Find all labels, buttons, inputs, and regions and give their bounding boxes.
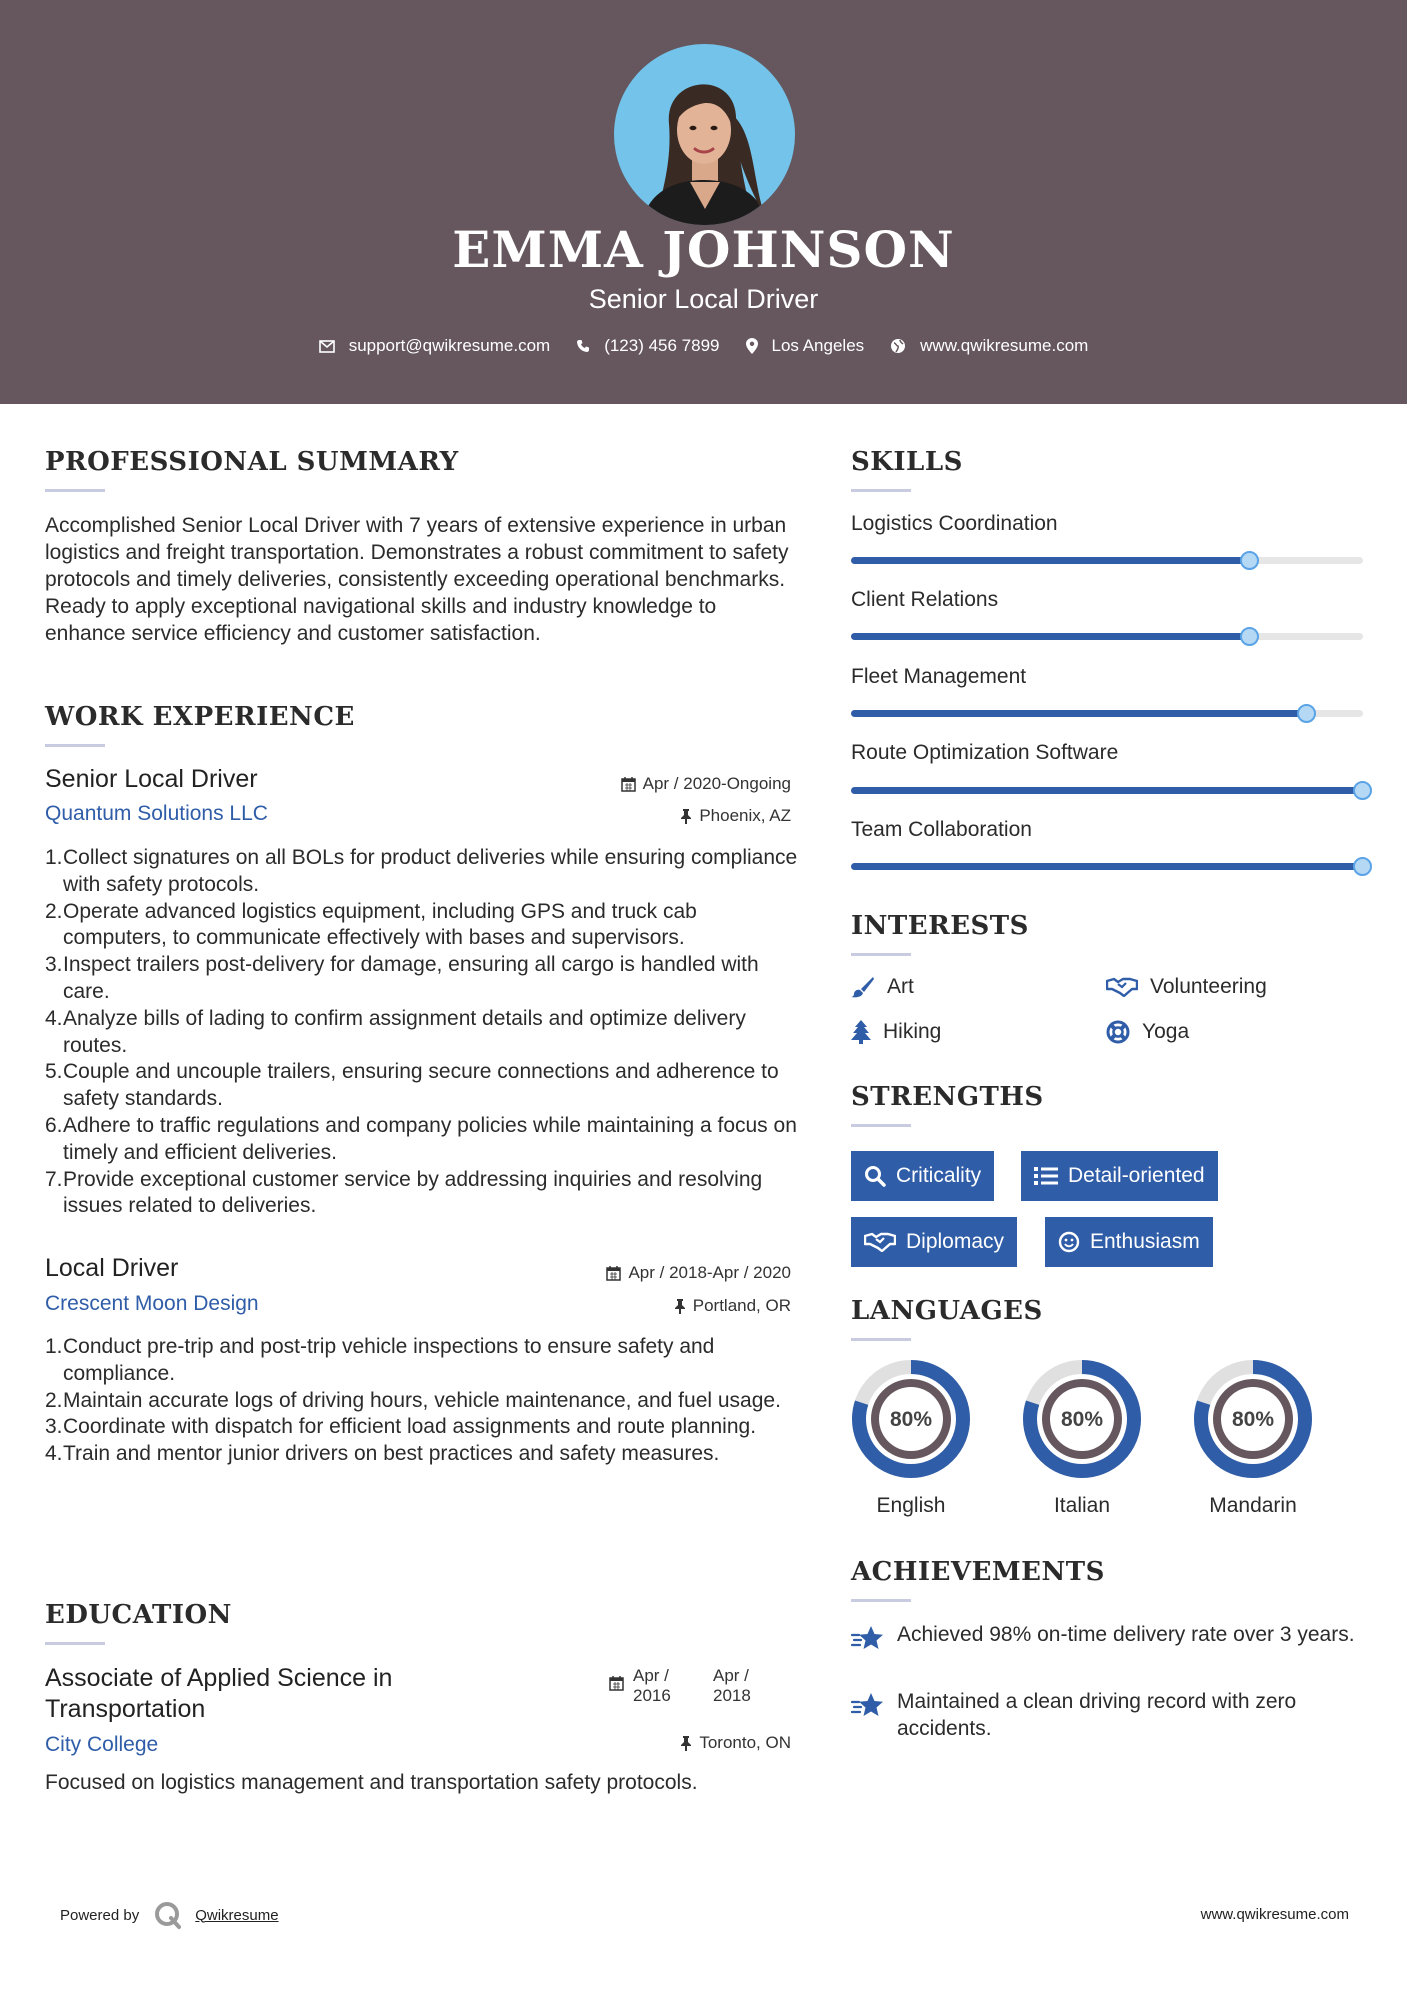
- language-percent: 80%: [889, 1408, 933, 1431]
- strength-badge: [851, 1217, 1017, 1267]
- education-degree: Associate of Applied Science in Transportation: [45, 1664, 393, 1723]
- job-company[interactable]: Quantum Solutions LLC: [45, 802, 268, 825]
- skill-name: Client Relations: [851, 588, 999, 611]
- skill-bar-fill: [851, 863, 1363, 870]
- interest-item: [1106, 975, 1267, 999]
- experience-divider: [45, 744, 105, 747]
- interests-heading: INTERESTS: [851, 911, 1029, 941]
- skill-bar-fill: [851, 633, 1250, 640]
- website-text: www.qwikresume.com: [920, 336, 1089, 355]
- location-text: Los Angeles: [771, 336, 865, 355]
- contact-website[interactable]: [890, 336, 1088, 356]
- summary-divider: [45, 489, 105, 492]
- strength-label: Diplomacy: [906, 1230, 1005, 1253]
- email-text: support@qwikresume.com: [348, 336, 551, 355]
- job-location: [680, 806, 791, 826]
- education-date-end: Apr / 2018: [713, 1666, 751, 1705]
- language-donut: [1192, 1358, 1314, 1480]
- pushpin-icon: [680, 809, 692, 824]
- list-item: 1. Collect signatures on all BOLs for product deliveries while ensuring compliance with safety protocols.: [45, 846, 798, 896]
- skill-bar-knob: [1297, 704, 1316, 723]
- phone-text: (123) 456 7899: [604, 336, 720, 355]
- strengths-divider: [851, 1124, 911, 1127]
- strength-badge: [1045, 1217, 1213, 1267]
- contact-phone[interactable]: [576, 336, 719, 356]
- summary-text: Accomplished Senior Local Driver with 7 years of extensive experience in urban logistics and freight transportation. Demonstrates a robust commitment to safety protocols and timely deliveries, consistently exceeding operational benchmarks. Ready to apply exceptional navigational skills and industry knowledge to enhance service efficiency and customer satisfaction.: [45, 514, 789, 645]
- envelope-icon: [319, 340, 335, 353]
- list-item: 5. Couple and uncouple trailers, ensuring secure connections and adherence to safety standards.: [45, 1060, 779, 1111]
- smile-icon: [1058, 1231, 1080, 1253]
- skills-divider: [851, 489, 911, 492]
- powered-by-text: Powered by: [60, 1906, 140, 1924]
- achievements-heading: ACHIEVEMENTS: [851, 1557, 1105, 1587]
- language-percent: 80%: [1231, 1408, 1275, 1431]
- profile-photo: [614, 44, 795, 225]
- interest-item: [1106, 1020, 1189, 1044]
- contact-email[interactable]: [319, 336, 551, 356]
- achievement-text: Achieved 98% on-time delivery rate over 3 years.: [897, 1623, 1355, 1646]
- brand-link[interactable]: Qwikresume: [195, 1906, 279, 1924]
- job-dates: [606, 1263, 791, 1283]
- skill-bar-fill: [851, 787, 1363, 794]
- tree-icon: [851, 1020, 871, 1044]
- paintbrush-icon: [851, 976, 875, 998]
- strength-label: Criticality: [896, 1164, 982, 1187]
- list-item: 2. Maintain accurate logs of driving hours, vehicle maintenance, and fuel usage.: [45, 1388, 781, 1412]
- skill-bar: [851, 863, 1363, 870]
- job-dates-text: Apr / 2018-Apr / 2020: [628, 1263, 791, 1282]
- handshake-icon: [1106, 977, 1138, 997]
- languages-divider: [851, 1338, 911, 1341]
- search-icon: [864, 1165, 886, 1187]
- education-description: Focused on logistics management and transportation safety protocols.: [45, 1771, 698, 1794]
- education-location: [680, 1733, 791, 1753]
- footer-website[interactable]: www.qwikresume.com: [1200, 1906, 1349, 1923]
- star-icon: [851, 1625, 885, 1653]
- skills-heading: SKILLS: [851, 447, 963, 477]
- skill-bar-fill: [851, 557, 1250, 564]
- achievement-text: Maintained a clean driving record with zero accidents.: [897, 1690, 1297, 1740]
- strength-badge: [1021, 1151, 1218, 1201]
- interest-label: Hiking: [883, 1020, 942, 1043]
- skill-bar-knob: [1240, 551, 1259, 570]
- job-title: Local Driver: [45, 1254, 179, 1282]
- job-dates-text: Apr / 2020-Ongoing: [642, 774, 791, 793]
- skill-bar: [851, 787, 1363, 794]
- language-name: Mandarin: [1209, 1494, 1297, 1517]
- achievement-item: [851, 1621, 1371, 1653]
- education-heading: EDUCATION: [45, 1600, 232, 1630]
- skill-name: Route Optimization Software: [851, 741, 1119, 764]
- list-item: 7. Provide exceptional customer service by addressing inquiries and resolving issues related to deliveries.: [45, 1167, 763, 1218]
- contact-location: [746, 336, 865, 356]
- calendar-icon: [621, 777, 636, 792]
- language-ring: [850, 1358, 972, 1480]
- list-item: 2. Operate advanced logistics equipment, including GPS and truck cab computers, to communicate effectively with bases and supervisors.: [45, 899, 697, 950]
- skill-bar-knob: [1240, 627, 1259, 646]
- list-item: 3. Coordinate with dispatch for efficient load assignments and route planning.: [45, 1415, 757, 1439]
- language-percent: 80%: [1060, 1408, 1104, 1431]
- list-item: 4. Train and mentor junior drivers on best practices and safety measures.: [45, 1442, 720, 1466]
- globe-icon: [890, 338, 906, 354]
- strength-label: Detail-oriented: [1068, 1164, 1205, 1187]
- education-dates: [609, 1666, 763, 1706]
- education-divider: [45, 1642, 105, 1645]
- skill-bar-knob: [1353, 857, 1372, 876]
- job-duties-list: [45, 845, 805, 1220]
- job-dates: [621, 774, 791, 794]
- list-item: 3. Inspect trailers post-delivery for damage, ensuring all cargo is handled with care.: [45, 953, 759, 1003]
- achievement-item: [851, 1688, 1371, 1742]
- strength-badge: [851, 1151, 994, 1201]
- star-icon: [851, 1692, 885, 1720]
- education-date-start: Apr / 2016: [633, 1666, 671, 1705]
- skill-name: Fleet Management: [851, 665, 1027, 688]
- handshake-icon: [864, 1232, 896, 1252]
- job-location: [674, 1296, 791, 1316]
- job-company[interactable]: Crescent Moon Design: [45, 1292, 259, 1315]
- job-title: Senior Local Driver: [45, 765, 258, 793]
- contact-bar: [0, 336, 1407, 356]
- calendar-icon: [609, 1676, 624, 1691]
- map-pin-icon: [746, 338, 758, 354]
- list-item: 4. Analyze bills of lading to confirm assignment details and optimize delivery routes.: [45, 1006, 746, 1057]
- job-duties-list: [45, 1334, 805, 1468]
- language-ring: [1192, 1358, 1314, 1480]
- pushpin-icon: [680, 1736, 692, 1751]
- calendar-icon: [606, 1266, 621, 1281]
- strengths-heading: STRENGTHS: [851, 1082, 1044, 1112]
- skill-bar-fill: [851, 710, 1307, 717]
- skill-bar: [851, 710, 1363, 717]
- footer-powered-by: [60, 1900, 279, 1930]
- pushpin-icon: [674, 1299, 686, 1314]
- interest-label: Art: [887, 975, 914, 998]
- education-school[interactable]: City College: [45, 1733, 159, 1756]
- candidate-title: Senior Local Driver: [588, 284, 819, 314]
- interest-item: [851, 1020, 941, 1044]
- job-location-text: Portland, OR: [692, 1296, 791, 1315]
- phone-icon: [576, 339, 590, 353]
- interests-divider: [851, 953, 911, 956]
- skill-name: Logistics Coordination: [851, 512, 1058, 535]
- language-name: English: [876, 1494, 946, 1517]
- list-icon: [1034, 1166, 1058, 1186]
- strength-label: Enthusiasm: [1090, 1230, 1200, 1253]
- summary-heading: PROFESSIONAL SUMMARY: [45, 447, 459, 477]
- skill-bar: [851, 633, 1363, 640]
- interest-label: Volunteering: [1150, 975, 1267, 998]
- experience-heading: WORK EXPERIENCE: [45, 702, 355, 732]
- resume-header: [0, 0, 1407, 404]
- education-location-text: Toronto, ON: [699, 1733, 791, 1752]
- candidate-name: EMMA JOHNSON: [452, 220, 955, 279]
- achievements-divider: [851, 1599, 911, 1602]
- language-name: Italian: [1053, 1494, 1111, 1517]
- language-ring: [1021, 1358, 1143, 1480]
- skill-name: Team Collaboration: [851, 818, 1032, 841]
- interest-label: Yoga: [1142, 1020, 1190, 1043]
- list-item: 1. Conduct pre-trip and post-trip vehicle inspections to ensure safety and compliance.: [45, 1335, 715, 1385]
- lifering-icon: [1106, 1020, 1130, 1044]
- skill-bar: [851, 557, 1363, 564]
- language-donut: [850, 1358, 972, 1480]
- list-item: 6. Adhere to traffic regulations and company policies while maintaining a focus on timely and efficient deliveries.: [45, 1113, 797, 1164]
- qwikresume-logo-icon: [153, 1900, 183, 1930]
- job-location-text: Phoenix, AZ: [699, 806, 791, 825]
- skill-bar-knob: [1353, 781, 1372, 800]
- language-donut: [1021, 1358, 1143, 1480]
- languages-heading: LANGUAGES: [851, 1296, 1043, 1326]
- interest-item: [851, 975, 914, 999]
